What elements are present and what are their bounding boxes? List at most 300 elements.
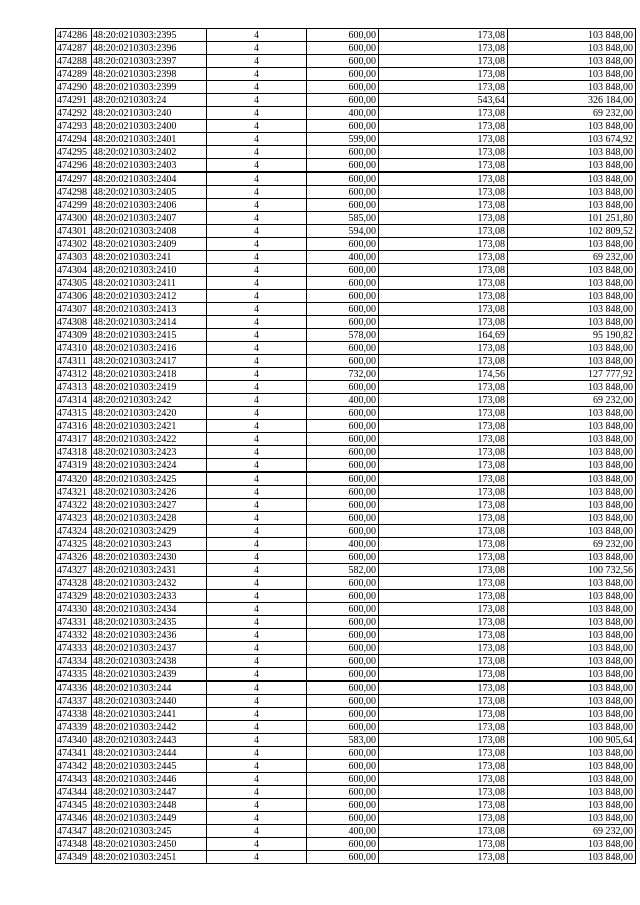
count-cell: 4	[207, 851, 307, 864]
cadastral-number-cell: 48:20:0210303:2428	[92, 512, 207, 525]
area-cell: 600,00	[307, 342, 379, 355]
row-id-cell: 474335	[56, 668, 92, 682]
cadastral-number-cell: 48:20:0210303:2437	[92, 642, 207, 655]
table-row	[56, 238, 636, 251]
rate-cell: 173,08	[379, 642, 508, 655]
rate-cell: 173,08	[379, 695, 508, 708]
table-row	[56, 655, 636, 668]
rate-cell: 173,08	[379, 459, 508, 473]
count-cell: 4	[207, 212, 307, 225]
row-id-cell: 474289	[56, 68, 92, 81]
row-id-cell: 474298	[56, 186, 92, 199]
area-cell: 600,00	[307, 655, 379, 668]
area-cell: 600,00	[307, 499, 379, 512]
value-cell: 103 848,00	[508, 695, 636, 708]
cadastral-number-cell: 48:20:0210303:2444	[92, 747, 207, 760]
row-id-cell: 474291	[56, 94, 92, 107]
cadastral-number-cell: 48:20:0210303:2431	[92, 564, 207, 577]
count-cell: 4	[207, 760, 307, 773]
table-row	[56, 277, 636, 290]
rate-cell: 173,08	[379, 446, 508, 459]
table-row	[56, 472, 636, 486]
area-cell: 400,00	[307, 538, 379, 551]
value-cell: 103 848,00	[508, 760, 636, 773]
rate-cell: 174,56	[379, 368, 508, 381]
cadastral-number-cell: 48:20:0210303:2451	[92, 851, 207, 864]
area-cell: 600,00	[307, 290, 379, 303]
table-row	[56, 420, 636, 433]
row-id-cell: 474297	[56, 172, 92, 186]
row-id-cell: 474342	[56, 760, 92, 773]
row-id-cell: 474293	[56, 120, 92, 133]
value-cell: 103 848,00	[508, 616, 636, 629]
rate-cell: 173,08	[379, 499, 508, 512]
table-row	[56, 159, 636, 173]
table-row	[56, 851, 636, 864]
cadastral-number-cell: 48:20:0210303:2447	[92, 786, 207, 799]
row-id-cell: 474331	[56, 616, 92, 629]
cadastral-number-cell: 48:20:0210303:2408	[92, 225, 207, 238]
count-cell: 4	[207, 407, 307, 420]
count-cell: 4	[207, 159, 307, 173]
cadastral-number-cell: 48:20:0210303:2443	[92, 734, 207, 747]
area-cell: 599,00	[307, 133, 379, 146]
table-row	[56, 486, 636, 499]
rate-cell: 173,08	[379, 146, 508, 159]
row-id-cell: 474332	[56, 629, 92, 642]
table-row	[56, 290, 636, 303]
rate-cell: 173,08	[379, 212, 508, 225]
rate-cell: 173,08	[379, 525, 508, 538]
row-id-cell: 474336	[56, 681, 92, 695]
cadastral-number-cell: 48:20:0210303:2446	[92, 773, 207, 786]
rate-cell: 173,08	[379, 81, 508, 94]
table-row	[56, 799, 636, 812]
table-row	[56, 186, 636, 199]
cadastral-number-cell: 48:20:0210303:2401	[92, 133, 207, 146]
cadastral-number-cell: 48:20:0210303:2407	[92, 212, 207, 225]
table-row	[56, 681, 636, 695]
value-cell: 103 848,00	[508, 264, 636, 277]
value-cell: 69 232,00	[508, 825, 636, 838]
area-cell: 585,00	[307, 212, 379, 225]
rate-cell: 173,08	[379, 238, 508, 251]
row-id-cell: 474290	[56, 81, 92, 94]
cadastral-number-cell: 48:20:0210303:241	[92, 251, 207, 264]
count-cell: 4	[207, 290, 307, 303]
area-cell: 600,00	[307, 94, 379, 107]
table-row	[56, 225, 636, 238]
cadastral-number-cell: 48:20:0210303:2411	[92, 277, 207, 290]
row-id-cell: 474310	[56, 342, 92, 355]
rate-cell: 173,08	[379, 577, 508, 590]
cadastral-number-cell: 48:20:0210303:2433	[92, 590, 207, 603]
rate-cell: 173,08	[379, 616, 508, 629]
count-cell: 4	[207, 734, 307, 747]
area-cell: 600,00	[307, 238, 379, 251]
cadastral-value-table	[55, 28, 636, 864]
row-id-cell: 474337	[56, 695, 92, 708]
value-cell: 103 848,00	[508, 433, 636, 446]
row-id-cell: 474296	[56, 159, 92, 173]
count-cell: 4	[207, 420, 307, 433]
count-cell: 4	[207, 668, 307, 682]
rate-cell: 173,08	[379, 786, 508, 799]
row-id-cell: 474306	[56, 290, 92, 303]
cadastral-number-cell: 48:20:0210303:2400	[92, 120, 207, 133]
value-cell: 103 848,00	[508, 681, 636, 695]
table-row	[56, 433, 636, 446]
rate-cell: 173,08	[379, 55, 508, 68]
area-cell: 600,00	[307, 551, 379, 564]
area-cell: 600,00	[307, 433, 379, 446]
cadastral-number-cell: 48:20:0210303:2438	[92, 655, 207, 668]
rate-cell: 173,08	[379, 472, 508, 486]
count-cell: 4	[207, 381, 307, 394]
count-cell: 4	[207, 446, 307, 459]
value-cell: 103 848,00	[508, 747, 636, 760]
count-cell: 4	[207, 120, 307, 133]
area-cell: 600,00	[307, 512, 379, 525]
rate-cell: 173,08	[379, 68, 508, 81]
value-cell: 95 190,82	[508, 329, 636, 342]
cadastral-number-cell: 48:20:0210303:2414	[92, 316, 207, 329]
area-cell: 600,00	[307, 577, 379, 590]
row-id-cell: 474305	[56, 277, 92, 290]
area-cell: 400,00	[307, 825, 379, 838]
table-row	[56, 316, 636, 329]
cadastral-number-cell: 48:20:0210303:2412	[92, 290, 207, 303]
table-row	[56, 603, 636, 616]
rate-cell: 173,08	[379, 512, 508, 525]
table-row	[56, 642, 636, 655]
area-cell: 732,00	[307, 368, 379, 381]
cadastral-number-cell: 48:20:0210303:242	[92, 394, 207, 407]
row-id-cell: 474313	[56, 381, 92, 394]
rate-cell: 173,08	[379, 629, 508, 642]
area-cell: 600,00	[307, 199, 379, 212]
row-id-cell: 474300	[56, 212, 92, 225]
count-cell: 4	[207, 94, 307, 107]
rate-cell: 173,08	[379, 107, 508, 120]
row-id-cell: 474344	[56, 786, 92, 799]
value-cell: 100 732,56	[508, 564, 636, 577]
table-row	[56, 760, 636, 773]
count-cell: 4	[207, 681, 307, 695]
row-id-cell: 474307	[56, 303, 92, 316]
cadastral-number-cell: 48:20:0210303:245	[92, 825, 207, 838]
count-cell: 4	[207, 277, 307, 290]
value-cell: 101 251,80	[508, 212, 636, 225]
count-cell: 4	[207, 146, 307, 159]
row-id-cell: 474321	[56, 486, 92, 499]
count-cell: 4	[207, 708, 307, 721]
count-cell: 4	[207, 459, 307, 473]
value-cell: 103 848,00	[508, 277, 636, 290]
count-cell: 4	[207, 264, 307, 277]
cadastral-number-cell: 48:20:0210303:2403	[92, 159, 207, 173]
table-row	[56, 368, 636, 381]
table-row	[56, 172, 636, 186]
table-row	[56, 407, 636, 420]
table-row	[56, 199, 636, 212]
rate-cell: 173,08	[379, 264, 508, 277]
cadastral-number-cell: 48:20:0210303:2396	[92, 42, 207, 55]
table-row	[56, 838, 636, 851]
table-row	[56, 812, 636, 825]
table-row	[56, 107, 636, 120]
table-row	[56, 68, 636, 81]
value-cell: 103 848,00	[508, 81, 636, 94]
value-cell: 103 848,00	[508, 446, 636, 459]
area-cell: 600,00	[307, 303, 379, 316]
count-cell: 4	[207, 42, 307, 55]
area-cell: 600,00	[307, 81, 379, 94]
value-cell: 103 848,00	[508, 290, 636, 303]
rate-cell: 173,08	[379, 564, 508, 577]
table-row	[56, 329, 636, 342]
table-row	[56, 251, 636, 264]
row-id-cell: 474326	[56, 551, 92, 564]
row-id-cell: 474314	[56, 394, 92, 407]
count-cell: 4	[207, 186, 307, 199]
rate-cell: 173,08	[379, 316, 508, 329]
rate-cell: 173,08	[379, 721, 508, 734]
value-cell: 103 848,00	[508, 773, 636, 786]
value-cell: 103 848,00	[508, 577, 636, 590]
rate-cell: 173,08	[379, 199, 508, 212]
table-row	[56, 825, 636, 838]
value-cell: 103 848,00	[508, 381, 636, 394]
cadastral-number-cell: 48:20:0210303:2430	[92, 551, 207, 564]
value-cell: 103 848,00	[508, 342, 636, 355]
count-cell: 4	[207, 355, 307, 368]
count-cell: 4	[207, 433, 307, 446]
value-cell: 103 848,00	[508, 655, 636, 668]
value-cell: 103 848,00	[508, 316, 636, 329]
rate-cell: 173,08	[379, 603, 508, 616]
rate-cell: 173,08	[379, 668, 508, 682]
cadastral-number-cell: 48:20:0210303:2421	[92, 420, 207, 433]
rate-cell: 173,08	[379, 486, 508, 499]
count-cell: 4	[207, 629, 307, 642]
count-cell: 4	[207, 538, 307, 551]
area-cell: 600,00	[307, 838, 379, 851]
cadastral-number-cell: 48:20:0210303:2442	[92, 721, 207, 734]
value-cell: 103 848,00	[508, 42, 636, 55]
row-id-cell: 474338	[56, 708, 92, 721]
table-row	[56, 564, 636, 577]
row-id-cell: 474348	[56, 838, 92, 851]
row-id-cell: 474343	[56, 773, 92, 786]
table-row	[56, 94, 636, 107]
rate-cell: 173,08	[379, 773, 508, 786]
area-cell: 600,00	[307, 525, 379, 538]
area-cell: 600,00	[307, 459, 379, 473]
value-cell: 103 848,00	[508, 303, 636, 316]
cadastral-number-cell: 48:20:0210303:2409	[92, 238, 207, 251]
row-id-cell: 474347	[56, 825, 92, 838]
row-id-cell: 474301	[56, 225, 92, 238]
value-cell: 103 848,00	[508, 721, 636, 734]
area-cell: 600,00	[307, 407, 379, 420]
area-cell: 400,00	[307, 394, 379, 407]
rate-cell: 173,08	[379, 120, 508, 133]
value-cell: 103 848,00	[508, 629, 636, 642]
value-cell: 103 848,00	[508, 708, 636, 721]
rate-cell: 173,08	[379, 303, 508, 316]
rate-cell: 173,08	[379, 760, 508, 773]
area-cell: 600,00	[307, 159, 379, 173]
row-id-cell: 474302	[56, 238, 92, 251]
value-cell: 103 848,00	[508, 668, 636, 682]
rate-cell: 173,08	[379, 394, 508, 407]
table-row	[56, 42, 636, 55]
row-id-cell: 474330	[56, 603, 92, 616]
cadastral-number-cell: 48:20:0210303:2410	[92, 264, 207, 277]
rate-cell: 173,08	[379, 133, 508, 146]
value-cell: 103 848,00	[508, 172, 636, 186]
rate-cell: 173,08	[379, 225, 508, 238]
area-cell: 600,00	[307, 29, 379, 42]
area-cell: 600,00	[307, 42, 379, 55]
value-cell: 103 848,00	[508, 525, 636, 538]
cadastral-number-cell: 48:20:0210303:2424	[92, 459, 207, 473]
value-cell: 103 848,00	[508, 407, 636, 420]
cadastral-number-cell: 48:20:0210303:2445	[92, 760, 207, 773]
count-cell: 4	[207, 577, 307, 590]
count-cell: 4	[207, 799, 307, 812]
cadastral-number-cell: 48:20:0210303:2423	[92, 446, 207, 459]
area-cell: 600,00	[307, 721, 379, 734]
rate-cell: 173,08	[379, 355, 508, 368]
row-id-cell: 474311	[56, 355, 92, 368]
area-cell: 600,00	[307, 590, 379, 603]
count-cell: 4	[207, 525, 307, 538]
table-row	[56, 551, 636, 564]
area-cell: 600,00	[307, 420, 379, 433]
cadastral-number-cell: 48:20:0210303:2418	[92, 368, 207, 381]
count-cell: 4	[207, 368, 307, 381]
count-cell: 4	[207, 199, 307, 212]
area-cell: 600,00	[307, 812, 379, 825]
rate-cell: 173,08	[379, 186, 508, 199]
count-cell: 4	[207, 238, 307, 251]
rate-cell: 173,08	[379, 381, 508, 394]
cadastral-number-cell: 48:20:0210303:2406	[92, 199, 207, 212]
count-cell: 4	[207, 316, 307, 329]
rate-cell: 543,64	[379, 94, 508, 107]
value-cell: 103 674,92	[508, 133, 636, 146]
value-cell: 103 848,00	[508, 472, 636, 486]
cadastral-number-cell: 48:20:0210303:2450	[92, 838, 207, 851]
value-cell: 103 848,00	[508, 838, 636, 851]
area-cell: 600,00	[307, 172, 379, 186]
row-id-cell: 474292	[56, 107, 92, 120]
rate-cell: 173,08	[379, 159, 508, 173]
value-cell: 100 905,64	[508, 734, 636, 747]
table-row	[56, 303, 636, 316]
row-id-cell: 474340	[56, 734, 92, 747]
rate-cell: 173,08	[379, 812, 508, 825]
area-cell: 600,00	[307, 277, 379, 290]
count-cell: 4	[207, 512, 307, 525]
row-id-cell: 474286	[56, 29, 92, 42]
table-row	[56, 381, 636, 394]
value-cell: 69 232,00	[508, 107, 636, 120]
row-id-cell: 474294	[56, 133, 92, 146]
count-cell: 4	[207, 29, 307, 42]
row-id-cell: 474287	[56, 42, 92, 55]
cadastral-number-cell: 48:20:0210303:2432	[92, 577, 207, 590]
area-cell: 583,00	[307, 734, 379, 747]
value-cell: 103 848,00	[508, 499, 636, 512]
rate-cell: 164,69	[379, 329, 508, 342]
rate-cell: 173,08	[379, 342, 508, 355]
cadastral-number-cell: 48:20:0210303:2422	[92, 433, 207, 446]
value-cell: 103 848,00	[508, 199, 636, 212]
row-id-cell: 474295	[56, 146, 92, 159]
value-cell: 103 848,00	[508, 851, 636, 864]
value-cell: 69 232,00	[508, 394, 636, 407]
count-cell: 4	[207, 616, 307, 629]
table-row	[56, 734, 636, 747]
value-cell: 103 848,00	[508, 459, 636, 473]
area-cell: 600,00	[307, 316, 379, 329]
cadastral-number-cell: 48:20:0210303:2416	[92, 342, 207, 355]
area-cell: 600,00	[307, 68, 379, 81]
row-id-cell: 474322	[56, 499, 92, 512]
cadastral-number-cell: 48:20:0210303:2398	[92, 68, 207, 81]
value-cell: 103 848,00	[508, 159, 636, 173]
rate-cell: 173,08	[379, 538, 508, 551]
count-cell: 4	[207, 172, 307, 186]
cadastral-number-cell: 48:20:0210303:2425	[92, 472, 207, 486]
rate-cell: 173,08	[379, 551, 508, 564]
cadastral-number-cell: 48:20:0210303:2415	[92, 329, 207, 342]
row-id-cell: 474304	[56, 264, 92, 277]
rate-cell: 173,08	[379, 590, 508, 603]
cadastral-number-cell: 48:20:0210303:240	[92, 107, 207, 120]
table-row	[56, 721, 636, 734]
value-cell: 103 848,00	[508, 812, 636, 825]
cadastral-number-cell: 48:20:0210303:2399	[92, 81, 207, 94]
rate-cell: 173,08	[379, 825, 508, 838]
table-row	[56, 342, 636, 355]
cadastral-number-cell: 48:20:0210303:24	[92, 94, 207, 107]
rate-cell: 173,08	[379, 433, 508, 446]
row-id-cell: 474345	[56, 799, 92, 812]
cadastral-number-cell: 48:20:0210303:2435	[92, 616, 207, 629]
cadastral-number-cell: 48:20:0210303:244	[92, 681, 207, 695]
table-row	[56, 695, 636, 708]
table-row	[56, 81, 636, 94]
table-row	[56, 394, 636, 407]
area-cell: 600,00	[307, 486, 379, 499]
area-cell: 600,00	[307, 472, 379, 486]
table-row	[56, 146, 636, 159]
cadastral-number-cell: 48:20:0210303:2420	[92, 407, 207, 420]
area-cell: 600,00	[307, 799, 379, 812]
table-row	[56, 708, 636, 721]
area-cell: 600,00	[307, 381, 379, 394]
cadastral-number-cell: 48:20:0210303:243	[92, 538, 207, 551]
area-cell: 600,00	[307, 616, 379, 629]
cadastral-number-cell: 48:20:0210303:2429	[92, 525, 207, 538]
value-cell: 326 184,00	[508, 94, 636, 107]
row-id-cell: 474288	[56, 55, 92, 68]
row-id-cell: 474333	[56, 642, 92, 655]
